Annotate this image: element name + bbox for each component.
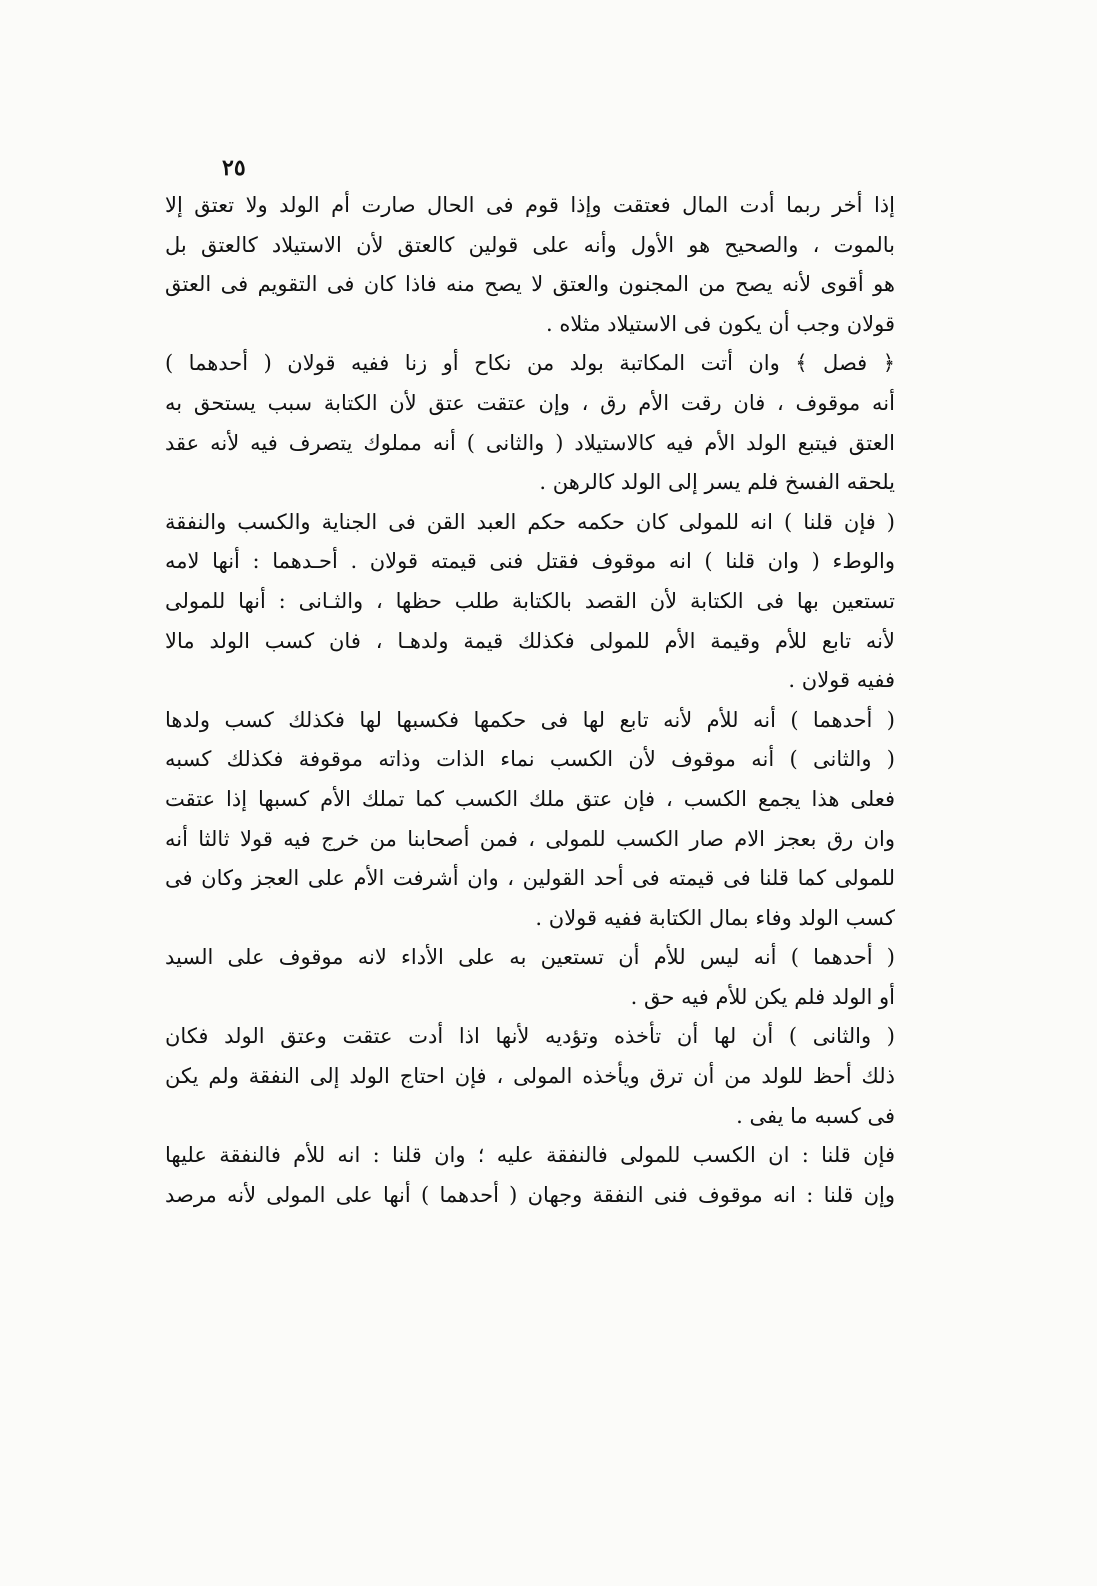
text-line: ﴿ فصل ﴾ وان أتت المكاتبة بولد من نكاح أو زنا ففيه قولان ( أحدهما )	[165, 351, 895, 376]
text-line: فى كسبه ما يفى .	[736, 1103, 895, 1128]
text-line: ( أحدهما ) أنه ليس للأم أن تستعين به على الأداء لانه موقوف على السيد	[165, 945, 895, 970]
text-line: ( والثانى ) أنه موقوف لأن الكسب نماء الذات وذاته موقوفة فكذلك كسبه	[165, 747, 895, 772]
text-line: والوطء ( وان قلنا ) انه موقوف فقتل فنى قيمته قولان . أحـدهما : أنها لامه	[165, 549, 895, 574]
text-line: قولان وجب أن يكون فى الاستيلاد مثلاه .	[545, 311, 895, 336]
text-line: أو الولد فلم يكن للأم فيه حق .	[630, 984, 895, 1009]
text-line: العتق فيتبع الولد الأم فيه كالاستيلاد ( والثانى ) أنه مملوك يتصرف فيه لأنه عقد	[165, 430, 895, 455]
text-line: لأنه تابع للأم وقيمة الأم للمولى فكذلك قيمة ولدهـا ، فان كسب الولد مالا	[165, 628, 895, 653]
text-line: كسب الولد وفاء بمال الكتابة ففيه قولان .	[535, 905, 895, 930]
text-line: ذلك أحظ للولد من أن ترق ويأخذه المولى ، فإن احتاج الولد إلى النفقة ولم يكن	[165, 1064, 895, 1089]
text-line: تستعين بها فى الكتابة لأن القصد بالكتابة طلب حظها ، والثـانى : أنها للمولى	[165, 588, 895, 613]
text-line: فعلى هذا يجمع الكسب ، فإن عتق ملك الكسب كما تملك الأم كسبها إذا عتقت	[165, 786, 895, 811]
text-line: أنه موقوف ، فان رقت الأم رق ، وإن عتقت عتق لأن الكتابة سبب يستحق به	[165, 390, 895, 415]
text-line: وإن قلنا : انه موقوف فنى النفقة وجهان ( أحدهما ) أنها على المولى لأنه مرصد	[165, 1182, 895, 1207]
text-line: هو أقوى لأنه يصح من المجنون والعتق لا يصح منه فاذا كان فى التقويم فى العتق	[165, 272, 895, 297]
text-line: يلحقه الفسخ فلم يسر إلى الولد كالرهن .	[539, 470, 895, 495]
text-line: للمولى كما قلنا فى قيمته فى أحد القولين ، وان أشرفت الأم على العجز وكان فى	[165, 866, 895, 891]
page-number: ٢٥	[222, 155, 246, 181]
text-line: ففيه قولان .	[788, 668, 895, 693]
text-line: ( أحدهما ) أنه للأم لأنه تابع لها فى حكمها فكسبها لها فكذلك كسب ولدها	[165, 707, 895, 732]
body-text	[165, 186, 895, 1215]
text-line: ( والثانى ) أن لها أن تأخذه وتؤديه لأنها اذا أدت عتقت وعتق الولد فكان	[165, 1024, 895, 1049]
text-line: إذا أخر ربما أدت المال فعتقت وإذا قوم فى الحال صارت أم الولد ولا تعتق إلا	[165, 193, 895, 217]
text-line: وان رق بعجز الام صار الكسب للمولى ، فمن أصحابنا من خرج فيه قولا ثالثا أنه	[165, 826, 895, 851]
text-line: فإن قلنا : ان الكسب للمولى فالنفقة عليه ؛ وان قلنا : انه للأم فالنفقة عليها	[165, 1143, 895, 1168]
text-line: ( فإن قلنا ) انه للمولى كان حكمه حكم العبد القن فى الجناية والكسب والنفقة	[165, 509, 895, 534]
text-line: بالموت ، والصحيح هو الأول وأنه على قولين كالعتق لأن الاستيلاد كالعتق بل	[165, 232, 895, 257]
